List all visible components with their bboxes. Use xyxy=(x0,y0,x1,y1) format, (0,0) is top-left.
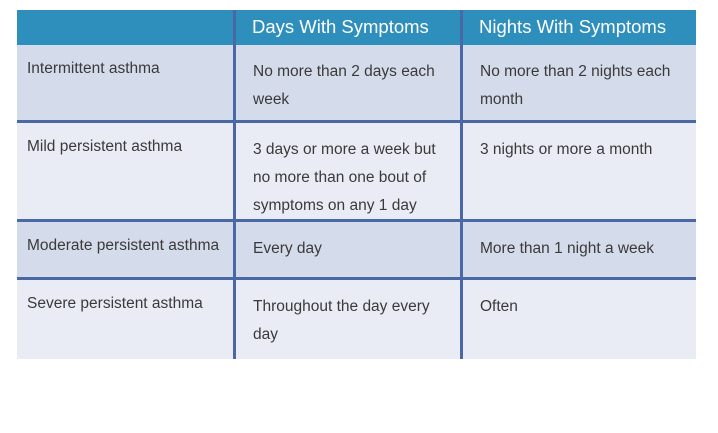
row-category-severe: Severe persistent asthma xyxy=(17,277,233,359)
header-corner-cell xyxy=(17,10,233,45)
row-category-moderate: Moderate persistent asthma xyxy=(17,219,233,277)
row-nights-severe: Often xyxy=(460,277,696,359)
row-days-intermittent: No more than 2 days each week xyxy=(233,45,460,120)
row-days-moderate: Every day xyxy=(233,219,460,277)
row-nights-intermittent: No more than 2 nights each month xyxy=(460,45,696,120)
row-nights-moderate: More than 1 night a week xyxy=(460,219,696,277)
asthma-classification-table xyxy=(17,10,696,359)
row-nights-mild: 3 nights or more a month xyxy=(460,120,696,219)
row-days-mild: 3 days or more a week but no more than one bout of symptoms on any 1 day xyxy=(233,120,460,219)
row-days-severe: Throughout the day every day xyxy=(233,277,460,359)
row-category-intermittent: Intermittent asthma xyxy=(17,45,233,120)
row-category-mild: Mild persistent asthma xyxy=(17,120,233,219)
header-days-with-symptoms: Days With Symptoms xyxy=(233,10,460,45)
header-nights-with-symptoms: Nights With Symptoms xyxy=(460,10,696,45)
